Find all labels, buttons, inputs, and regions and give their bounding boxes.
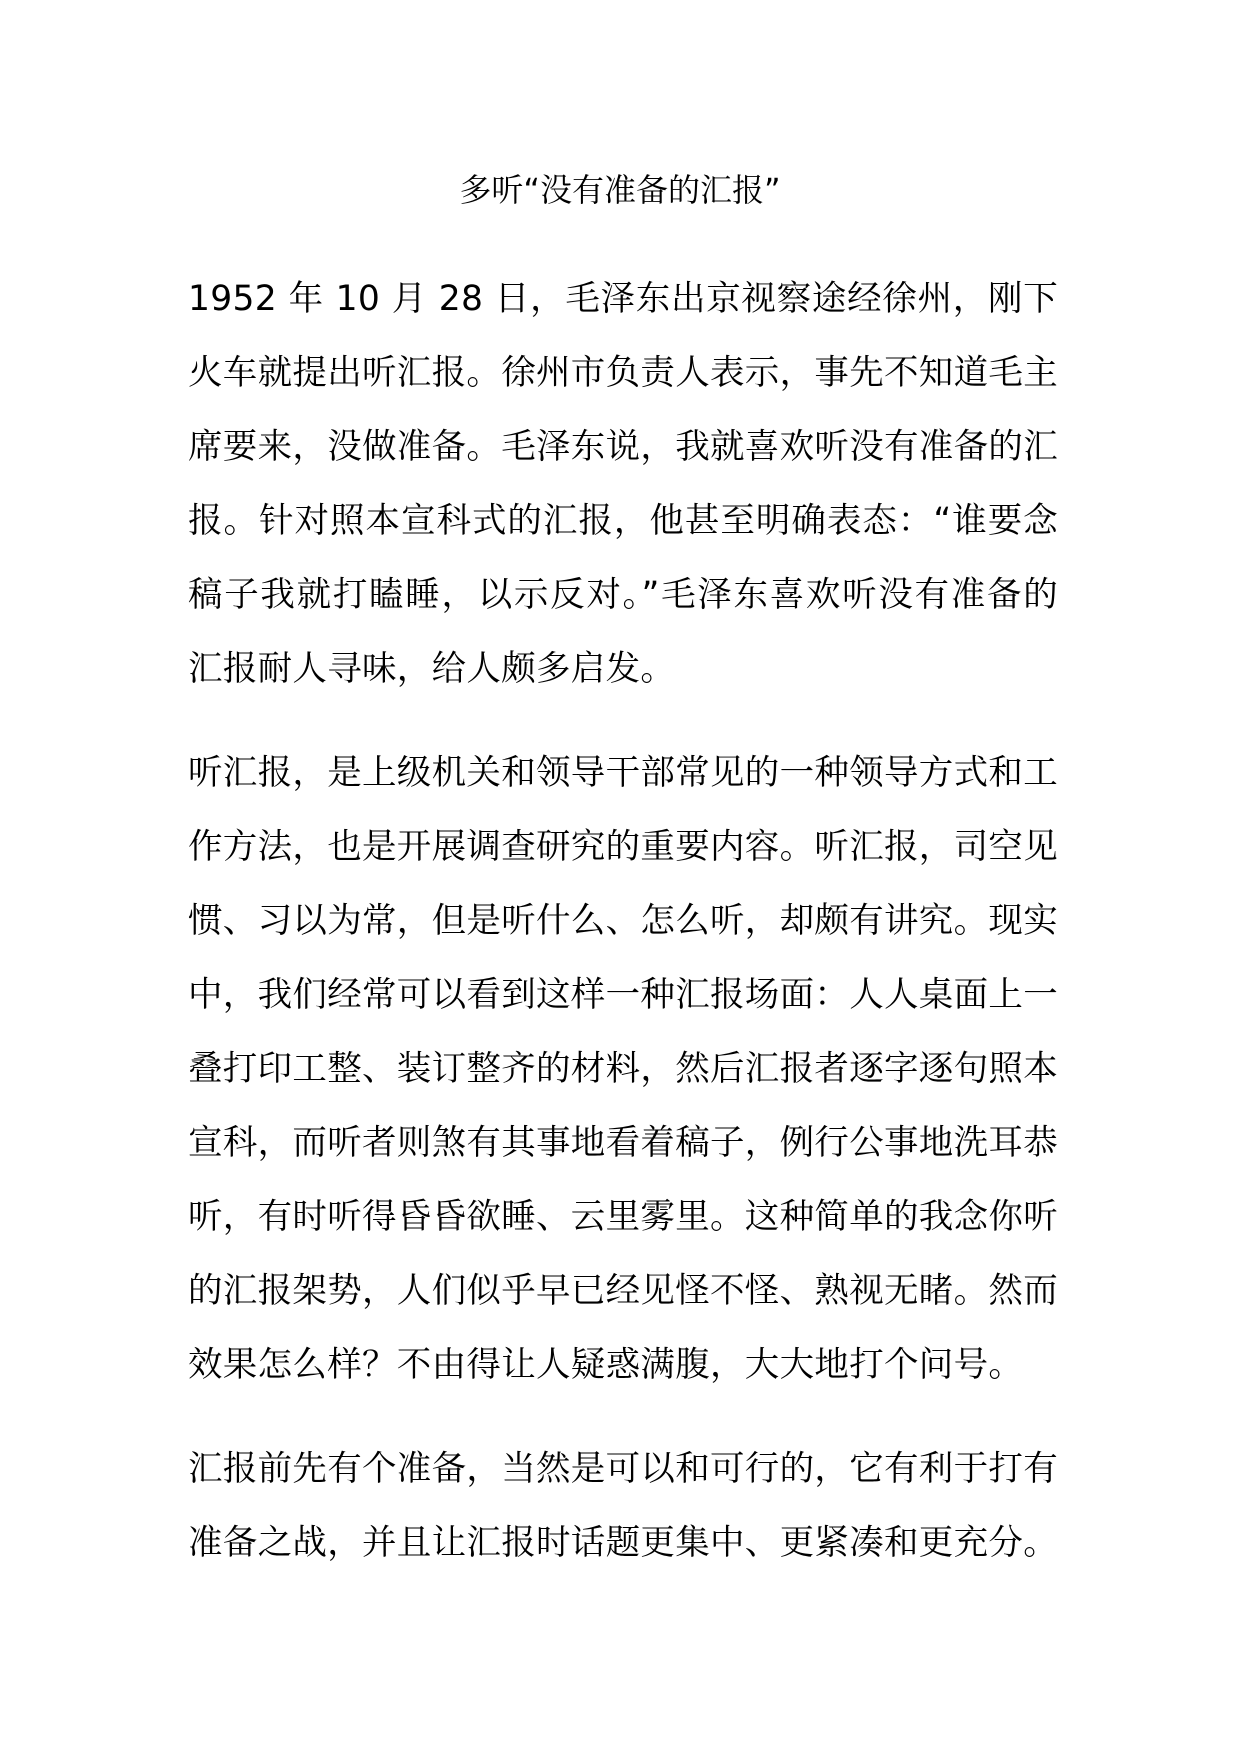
document-title: 多听“没有准备的汇报”	[459, 171, 781, 209]
paragraph-3: 汇报前先有个准备，当然是可以和可行的，它有利于打有准备之战，并且让汇报时话题更集中、更紧凑和更充分。	[188, 1449, 1058, 1563]
paragraph-2: 听汇报，是上级机关和领导干部常见的一种领导方式和工作方法，也是开展调查研究的重要内容。听汇报，司空见惯、习以为常，但是听什么、怎么听，却颇有讲究。现实中，我们经常可以看到这样一种汇报场面：人人桌面上一叠打印工整、装订整齐的材料，然后汇报者逐字逐句照本宣科，而听者则煞有其事地看着稿子，例行公事地洗耳恭听，有时听得昏昏欲睡、云里雾里。这种简单的我念你听的汇报架势，人们似乎早已经见怪不怪、熟视无睹。然而效果怎么样？不由得让人疑惑满腹，大大地打个问号。	[188, 753, 1058, 1385]
paragraph-1: 1952 年 10 月 28 日，毛泽东出京视察途经徐州，刚下火车就提出听汇报。徐州市负责人表示，事先不知道毛主席要来，没做准备。毛泽东说，我就喜欢听没有准备的汇报。针对照本宣科式的汇报，他甚至明确表态：“谁要念稿子我就打瞌睡，以示反对。”毛泽东喜欢听没有准备的汇报耐人寻味，给人颇多启发。	[188, 279, 1058, 689]
document-body	[188, 262, 1058, 1610]
